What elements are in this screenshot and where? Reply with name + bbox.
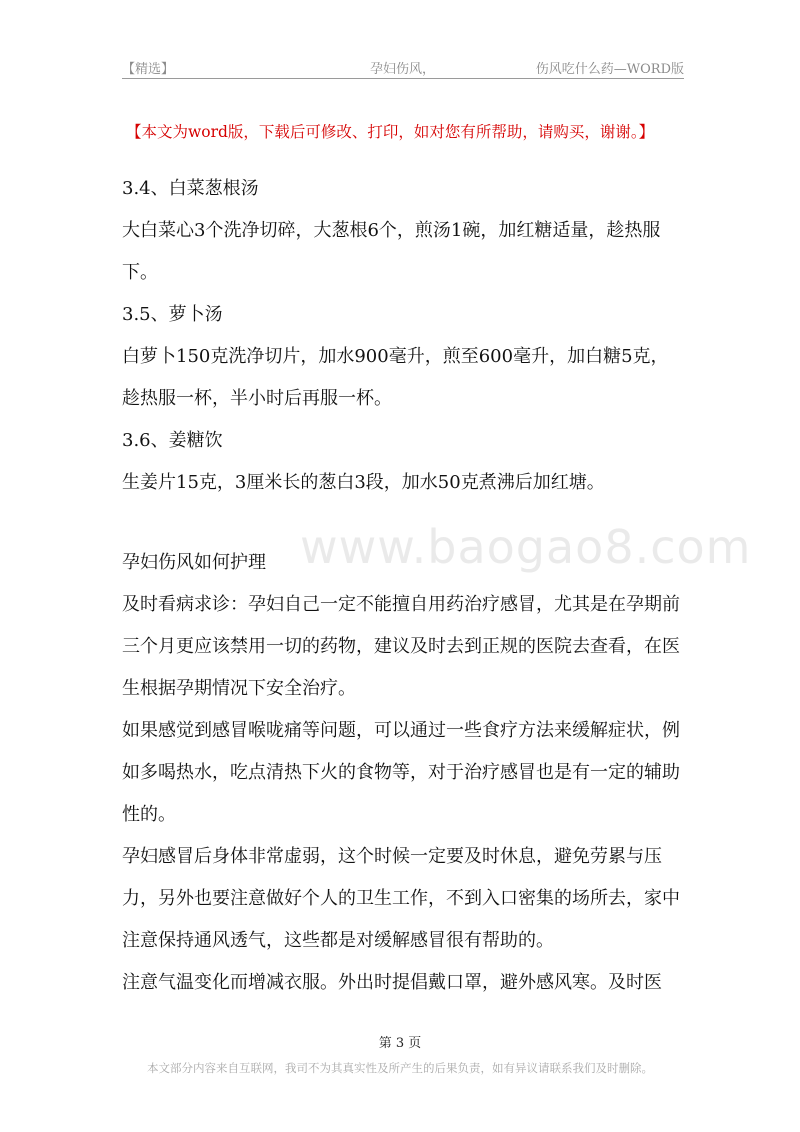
site-watermark: www.baogao8.com [300, 520, 752, 574]
section-body-3-6: 生姜片15克，3厘米长的葱白3段，加水50克煮沸后加红塘。 [122, 472, 605, 493]
document-body [122, 168, 752, 1004]
care-paragraph: 及时看病求诊：孕妇自己一定不能擅自用药治疗感冒，尤其是在孕期前三个月更应该禁用一切的药物，建议及时去到正规的医院去查看，在医生根据孕期情况下安全治疗。 [122, 594, 680, 699]
care-paragraph: 孕妇感冒后身体非常虚弱，这个时候一定要及时休息，避免劳累与压力，另外也要注意做好个人的卫生工作，不到入口密集的场所去，家中注意保持通风透气，这些都是对缓解感冒很有帮助的。 [122, 846, 680, 951]
care-heading: 孕妇伤风如何护理 [122, 552, 266, 573]
section-title-3-6: 3.6、姜糖饮 [122, 430, 223, 451]
page-header [122, 56, 684, 79]
section-body-3-4: 大白菜心3个洗净切碎，大葱根6个，煎汤1碗，加红糖适量，趁热服下。 [122, 220, 661, 283]
header-center-title: 孕妇伤风， [370, 62, 436, 77]
care-paragraph: 注意气温变化而增减衣服。外出时提倡戴口罩，避外感风寒。及时医 [122, 972, 662, 993]
section-title-3-5: 3.5、萝卜汤 [122, 304, 223, 325]
header-right-title: 伤风吃什么药—WORD版 [535, 62, 684, 77]
paragraph-spacer [122, 504, 684, 542]
page-number: 第 3 页 [378, 1036, 422, 1051]
care-paragraph: 如果感觉到感冒喉咙痛等问题，可以通过一些食疗方法来缓解症状，例如多喝热水，吃点清热下火的食物等，对于治疗感冒也是有一定的辅助性的。 [122, 720, 680, 825]
footer-disclaimer: 本文部分内容来自互联网，我司不为其真实性及所产生的后果负责，如有异议请联系我们及时删除。 [147, 1061, 653, 1075]
header-left-label: 【精选】 [122, 62, 175, 77]
purchase-notice: 【本文为word版，下载后可修改、打印，如对您有所帮助，请购买，谢谢。】 [126, 123, 655, 141]
section-title-3-4: 3.4、白菜葱根汤 [122, 178, 259, 199]
section-body-3-5: 白萝卜150克洗净切片，加水900毫升，煎至600毫升，加白糖5克，趁热服一杯，半小时后再服一杯。 [122, 346, 669, 409]
